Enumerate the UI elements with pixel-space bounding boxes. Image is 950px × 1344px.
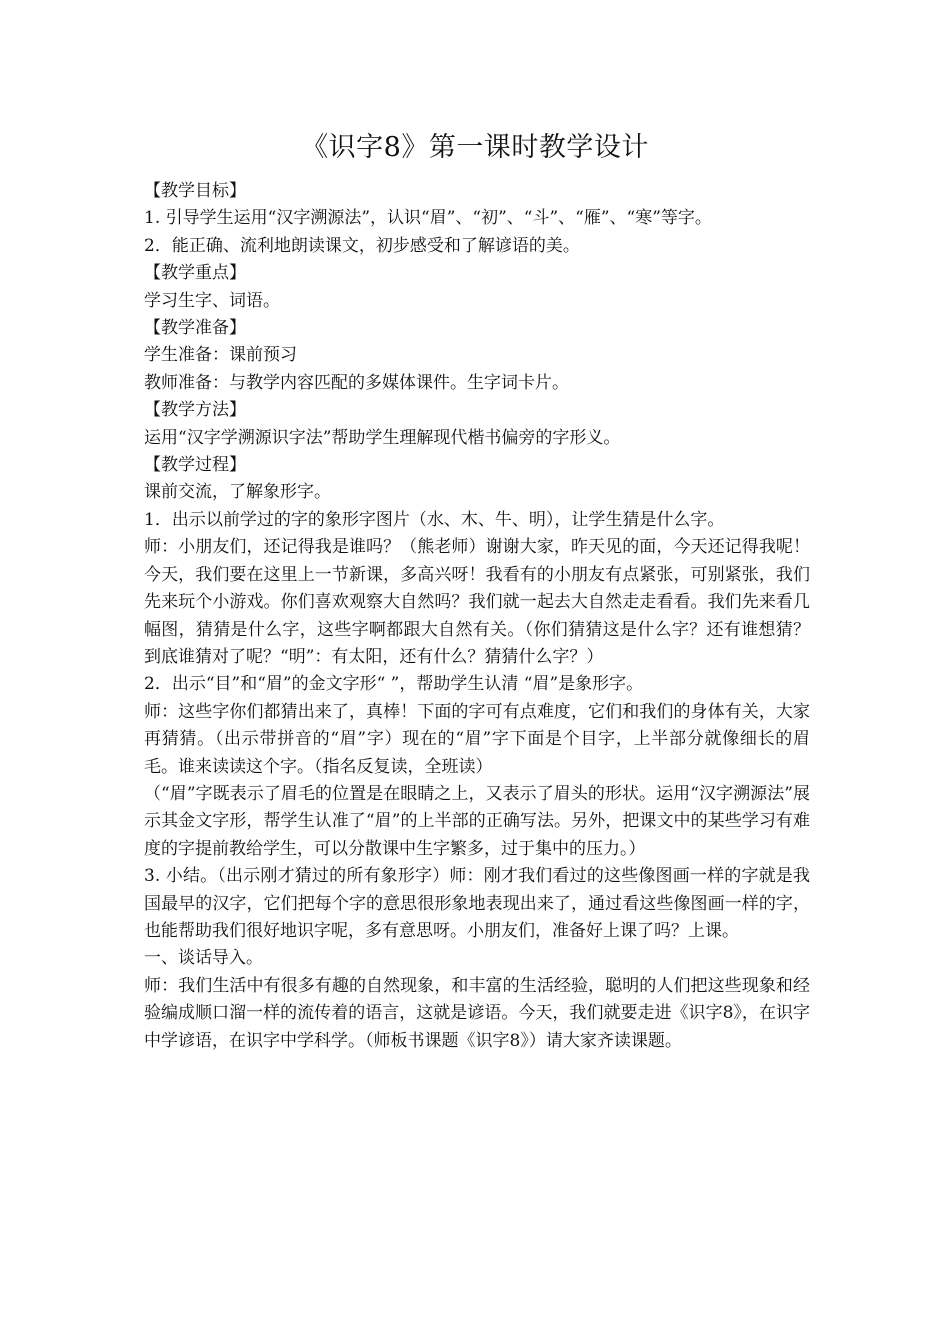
- section-intro-heading: 一、谈话导入。: [144, 948, 263, 969]
- goal-item-2: 2．能正确、流利地朗读课文，初步感受和了解谚语的美。: [144, 235, 580, 256]
- teacher-speech-2: 师：这些字你们都猜出来了，真棒！下面的字可有点难度，它们和我们的身体有关，大家再猜猜。（出示带拼音的“眉”字）现在的“眉”字下面是个目字，上半部分就像细长的眉毛。谁来读读这个字。（指名反复读，全班读）: [144, 701, 810, 777]
- heading-teaching-preparation: 【教学准备】: [144, 318, 246, 339]
- document-body: [144, 178, 810, 1055]
- method-text: 运用“汉字学溯源识字法”帮助学生理解现代楷书偏旁的字形义。: [144, 427, 621, 448]
- process-step-2: 2．出示“目”和“眉”的金文字形“ ”，帮助学生认清 “眉”是象形字。: [144, 674, 644, 695]
- teacher-speech-3: 师：我们生活中有很多有趣的自然现象，和丰富的生活经验，聪明的人们把这些现象和经验编成顺口溜一样的流传着的语言，这就是谚语。今天，我们就要走进《识字8》，在识字中学谚语，在识字中学科学。（师板书课题《识字8》）请大家齐读课题。: [144, 975, 810, 1051]
- process-step-3-summary: 3. 小结。（出示刚才猜过的所有象形字）师：刚才我们看过的这些像图画一样的字就是我国最早的汉字，它们把每个字的意思很形象地表现出来了，通过看这些像图画一样的字，也能帮助我们很好地识字呢，多有意思呀。小朋友们，准备好上课了吗？上课。: [144, 866, 810, 941]
- heading-teaching-process: 【教学过程】: [144, 455, 246, 476]
- heading-teaching-focus: 【教学重点】: [144, 263, 246, 284]
- heading-teaching-method: 【教学方法】: [144, 400, 246, 421]
- teacher-preparation: 教师准备：与教学内容匹配的多媒体课件。生字词卡片。: [144, 372, 569, 393]
- goal-item-1: 1. 引导学生运用“汉字溯源法”，认识“眉”、“初”、“斗”、“雁”、“寒”等字。: [144, 208, 712, 229]
- process-step-1: 1．出示以前学过的字的象形字图片（水、木、牛、明），让学生猜是什么字。: [144, 509, 725, 530]
- student-preparation: 学生准备：课前预习: [144, 345, 297, 366]
- pre-class-exchange: 课前交流，了解象形字。: [144, 482, 331, 503]
- teacher-speech-1: 师：小朋友们，还记得我是谁吗？（熊老师）谢谢大家，昨天见的面，今天还记得我呢！今天，我们要在这里上一节新课，多高兴呀！我看有的小朋友有点紧张，可别紧张，我们先来玩个小游戏。你们喜欢观察大自然吗？我们就一起去大自然走走看看。我们先来看几幅图，猜猜是什么字，这些字啊都跟大自然有关。（你们猜猜这是什么字？还有谁想猜？到底谁猜对了呢？“明”：有太阳，还有什么？猜猜什么字？）: [144, 537, 810, 667]
- focus-text: 学习生字、词语。: [144, 290, 280, 311]
- document-title: 《识字8》第一课时教学设计: [301, 132, 649, 163]
- heading-teaching-goals: 【教学目标】: [144, 181, 246, 201]
- design-note: （“眉”字既表示了眉毛的位置是在眼睛之上，又表示了眉头的形状。运用“汉字溯源法”展示其金文字形，帮学生认准了“眉”的上半部的正确写法。另外，把课文中的某些学习有难度的字提前教给学生，可以分散课中生字繁多，过于集中的压力。）: [144, 783, 810, 859]
